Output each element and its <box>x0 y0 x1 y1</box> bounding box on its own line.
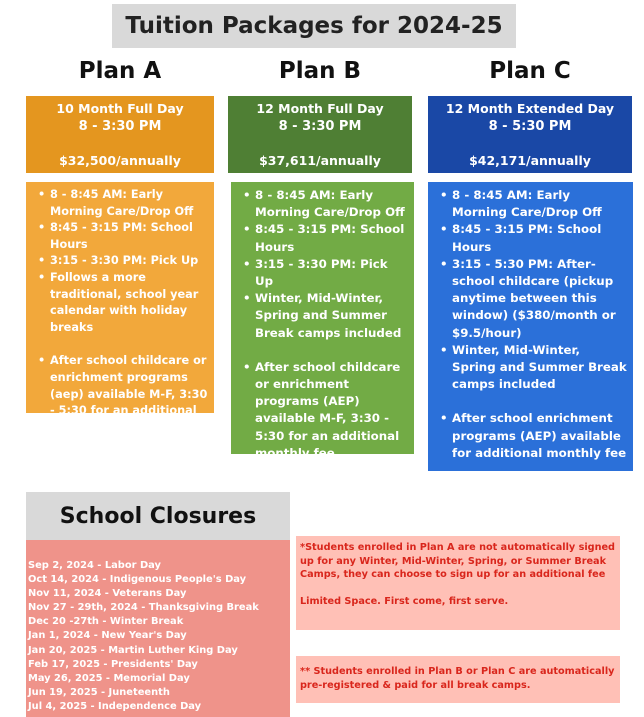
plan-c-features <box>428 182 633 471</box>
plan-c-feature: • Winter, Mid-Winter, Spring and Summer Break camps included <box>438 342 627 394</box>
plan-a-feature: • 8 - 8:45 AM: Early Morning Care/Drop Off <box>36 187 208 220</box>
plan-b-price: $37,611/annually <box>259 153 381 168</box>
closure-item: Nov 27 - 29th, 2024 - Thanksgiving Break <box>28 602 259 614</box>
closure-item: Dec 20 -27th - Winter Break <box>28 616 184 628</box>
plan-c-feature: • 8 - 8:45 AM: Early Morning Care/Drop Off <box>438 187 627 221</box>
closure-item: Feb 17, 2025 - Presidents' Day <box>28 658 198 670</box>
plan-c-name: Plan C <box>489 58 571 84</box>
plan-bc-note-text: ** Students enrolled in Plan B or Plan C are automatically pre-registered & paid for all break camps. <box>300 666 615 691</box>
closures-title-banner <box>26 492 290 540</box>
plan-a-package: 10 Month Full Day <box>56 101 184 116</box>
plan-c-feature: • 3:15 - 5:30 PM: After-school childcare (pickup anytime between this window) ($380/month or $9.5/hour) <box>438 256 627 342</box>
plan-b-header <box>228 96 412 173</box>
plan-bc-note <box>296 656 620 703</box>
closures-list <box>26 540 290 717</box>
plan-c-hours: 8 - 5:30 PM <box>488 119 572 134</box>
plan-a-feature: • 8:45 - 3:15 PM: School Hours <box>36 220 208 253</box>
plan-c-feature: • After school enrichment programs (AEP) available for additional monthly fee <box>438 410 627 462</box>
closure-item: Jul 4, 2025 - Independence Day <box>28 700 202 712</box>
plan-a-feature: • Follows a more traditional, school year calendar with holiday breaks <box>36 270 208 336</box>
plan-a-hours: 8 - 3:30 PM <box>78 119 162 134</box>
closure-item: Sep 2, 2024 - Labor Day <box>28 560 161 571</box>
plan-a-features <box>26 182 214 434</box>
plan-b-feature: • 8:45 - 3:15 PM: School Hours <box>241 221 408 255</box>
closure-item: Jan 20, 2025 - Martin Luther King Day <box>28 644 238 656</box>
plan-c-package: 12 Month Extended Day <box>445 101 615 116</box>
page-title-banner <box>112 4 516 48</box>
plan-b-feature: • 3:15 - 3:30 PM: Pick Up <box>241 256 408 290</box>
closure-item: Jun 19, 2025 - Juneteenth <box>28 686 170 698</box>
plan-a-note <box>296 536 620 630</box>
plan-b-name: Plan B <box>278 58 362 84</box>
plan-b-feature: • Winter, Mid-Winter, Spring and Summer Break camps included <box>241 290 408 342</box>
plan-a-price: $32,500/annually <box>59 153 181 168</box>
closure-item: Oct 14, 2024 - Indigenous People's Day <box>28 574 247 586</box>
closure-item: May 26, 2025 - Memorial Day <box>28 672 190 684</box>
plan-b-package: 12 Month Full Day <box>256 101 384 116</box>
closures-title: School Closures <box>59 503 257 529</box>
plan-a-feature: • After school childcare or enrichment programs (aep) available M-F, 3:30 - 5:30 for an additional monthly fee <box>36 353 208 436</box>
plan-a-header <box>26 96 214 173</box>
plan-a-feature: • 3:15 - 3:30 PM: Pick Up <box>36 253 208 270</box>
closure-item: Nov 11, 2024 - Veterans Day <box>28 588 187 600</box>
plan-b-hours: 8 - 3:30 PM <box>278 119 362 134</box>
plan-c-header <box>428 96 632 173</box>
limited-space-note: Limited Space. First come, first serve. <box>300 595 509 607</box>
plan-b-features <box>231 182 414 460</box>
plan-c-feature: • 8:45 - 3:15 PM: School Hours <box>438 221 627 255</box>
plan-b-feature: • After school childcare or enrichment programs (AEP) available M-F, 3:30 - 5:30 for an additional monthly fee <box>241 359 408 462</box>
plan-a-name: Plan A <box>78 58 162 84</box>
closure-item: Jan 1, 2024 - New Year's Day <box>28 630 187 642</box>
page-title: Tuition Packages for 2024-25 <box>125 13 503 39</box>
plan-b-feature: • 8 - 8:45 AM: Early Morning Care/Drop Off <box>241 187 408 221</box>
plan-a-note-text: *Students enrolled in Plan A are not automatically signed up for any Winter, Mid-Winter, Spring, or Summer Break Camps, they can choose to sign up for an additional fee <box>300 542 615 581</box>
plan-c-price: $42,171/annually <box>469 153 591 168</box>
